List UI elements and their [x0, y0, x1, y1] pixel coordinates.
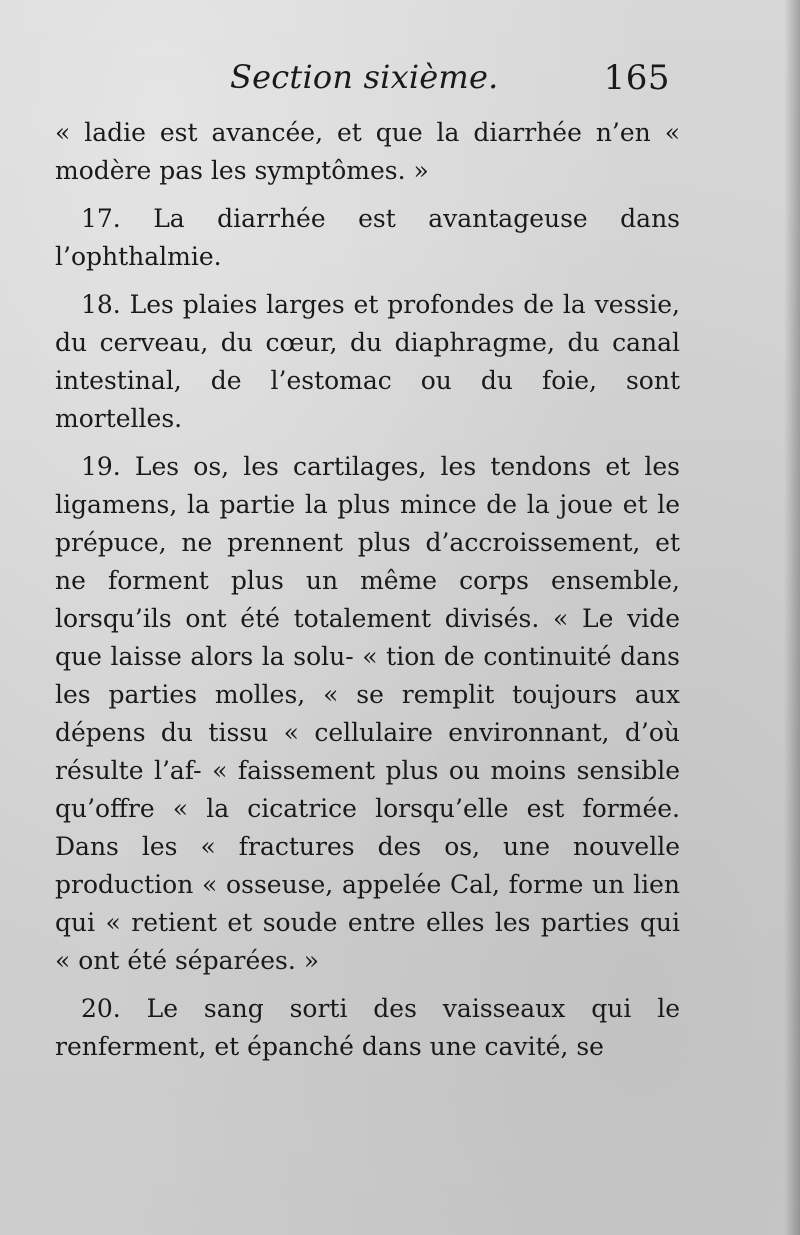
page-number: 165	[603, 58, 670, 98]
paragraph-20: 20. Le sang sorti des vaisseaux qui le renferment, et épanché dans une cavité, se	[55, 994, 680, 1061]
paragraph-18: 18. Les plaies larges et profondes de la vessie, du cerveau, du cœur, du diaphragme, du canal intestinal, de l’estomac ou du foie, sont mortelles.	[55, 290, 680, 433]
paragraph-19: 19. Les os, les cartilages, les tendons et les ligamens, la partie la plus mince de la joue et le prépuce, ne prennent plus d’accroissement, et ne forment plus un même corps ensemble, lorsqu’ils ont été totalement divisés. « Le vide que laisse alors la solu- « tion de continuité dans les parties molles, « se remplit toujours aux dépens du tissu « cellulaire environnant, d’où résulte l’af- « faissement plus ou moins sensible qu’offre « la cicatrice lorsqu’elle est formée. Dans les « fractures des os, une nouvelle production « osseuse, appelée Cal, forme un lien qui « retient et soude entre elles les parties qui « ont été séparées. »	[55, 452, 680, 975]
body-text	[55, 114, 680, 1066]
running-head	[55, 58, 680, 108]
page-edge-shadow	[784, 0, 800, 1235]
running-title: Section sixième.	[230, 58, 499, 96]
paragraph-17: 17. La diarrhée est avantageuse dans l’ophthalmie.	[55, 204, 680, 271]
page-content	[55, 58, 680, 1076]
paragraph-continued: « ladie est avancée, et que la diarrhée n’en « modère pas les symptômes. »	[55, 118, 680, 185]
